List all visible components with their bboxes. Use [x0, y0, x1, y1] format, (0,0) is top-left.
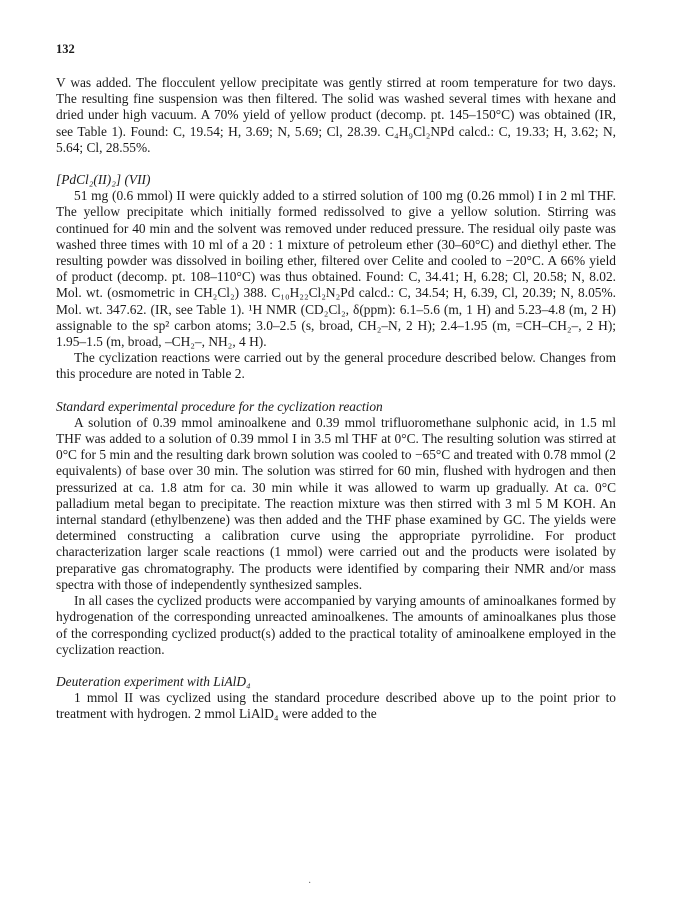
paragraph-standard-procedure: A solution of 0.39 mmol aminoalkene and 0.39 mmol trifluoromethane sulphonic acid, in 1.5 ml THF was added to a solution of 0.39 mmol I in 3.5 ml THF at 0°C. The resulting solution was stirred at 0°C for 5 min and the resulting dark brown solution was cooled to −65°C and treated with 0.78 mmol (2 equivalents) of base over 30 min. The solution was stirred for 60 min, flushed with hydrogen and then pressurized at ca. 1.8 atm for ca. 30 min while it was allowed to warm up gradually. At ca. 0°C palladium metal began to precipitate. The reaction mixture was then stirred with 3 ml 5 M KOH. An internal standard (ethylbenzene) was then added and the THF phase examined by GC. The yields were determined constructing a calibration curve using the appropriate pyrrolidine. For product characterization larger scale reactions (1 mmol) were carried out and the products were isolated by preparative gas chromatography. The products were identified by comparing their NMR and/or mass spectra with those of independently synthesized samples. [56, 414, 616, 592]
section-heading-standard-procedure: Standard experimental procedure for the cyclization reaction [56, 398, 383, 414]
section-heading-deuteration: Deuteration experiment with LiAlD₄ [56, 673, 251, 689]
intro-paragraph: V was added. The flocculent yellow precipitate was gently stirred at room temperature for two days. The resulting fine suspension was then filtered. The solid was washed several times with hexane and dried under high vacuum. A 70% yield of yellow product (decomp. pt. 145–150°C) was obtained (IR, see Table 1). Found: C, 19.54; H, 3.69; N, 5.69; Cl, 28.39. C₄H₉Cl₂NPd calcd.: C, 19.33; H, 3.62; N, 5.64; Cl, 28.55%. [56, 75, 616, 155]
paragraph-deuteration: 1 mmol II was cyclized using the standard procedure described above up to the point prior to treatment with hydrogen. 2 mmol LiAlD₄ were added to the [56, 690, 616, 722]
paragraph-cyclization-note: The cyclization reactions were carried out by the general procedure described below. Changes from this procedure are noted in Table 2. [56, 350, 616, 382]
body-text [56, 75, 616, 723]
section-heading-pdcl2-complex: [PdCl₂(II)₂] (VII) [56, 172, 151, 188]
page-number: 132 [56, 42, 75, 56]
section-gap [56, 658, 616, 674]
section-gap [56, 383, 616, 399]
section-gap [56, 156, 616, 172]
paragraph-cyclized-products: In all cases the cyclized products were accompanied by varying amounts of aminoalkanes formed by hydrogenation of the corresponding unreacted aminoalkenes. The amounts of aminoalkanes plus those of the corresponding cyclized product(s) added to the practical totality of aminoalkene employed in the cyclization reaction. [56, 593, 616, 657]
footer-mark: · [308, 878, 312, 889]
paragraph-pdcl2-synthesis: 51 mg (0.6 mmol) II were quickly added to a stirred solution of 100 mg (0.26 mmol) I in 2 ml THF. The yellow precipitate which initially formed redissolved to give a yellow solution. Stirring was continued for 40 min and the solvent was removed under reduced pressure. The residual oily paste was washed three times with 10 ml of a 20 : 1 mixture of petroleum ether (30–60°C) and diethyl ether. The resulting powder was dissolved in boiling ether, filtered over Celite and cooled to −20°C. A 66% yield of product (decomp. pt. 108–110°C) was thus obtained. Found: C, 34.41; H, 6.28; Cl, 20.58; N, 8.02. Mol. wt. (osmometric in CH₂Cl₂) 388. C₁₀H₂₂Cl₂N₂Pd calcd.: C, 34.54; H, 6.39, Cl, 20.39; N, 8.05%. Mol. wt. 347.62. (IR, see Table 1). ¹H NMR (CD₂Cl₂, δ(ppm): 6.1–5.6 (m, 1 H) and 5.23–4.8 (m, 2 H) assignable to the sp² carbon atoms; 3.0–2.5 (s, broad, CH₂–N, 2 H); 2.4–1.95 (m, =CH–CH₂–, 2 H); 1.95–1.5 (m, broad, –CH₂–, NH₂, 4 H). [56, 188, 616, 350]
